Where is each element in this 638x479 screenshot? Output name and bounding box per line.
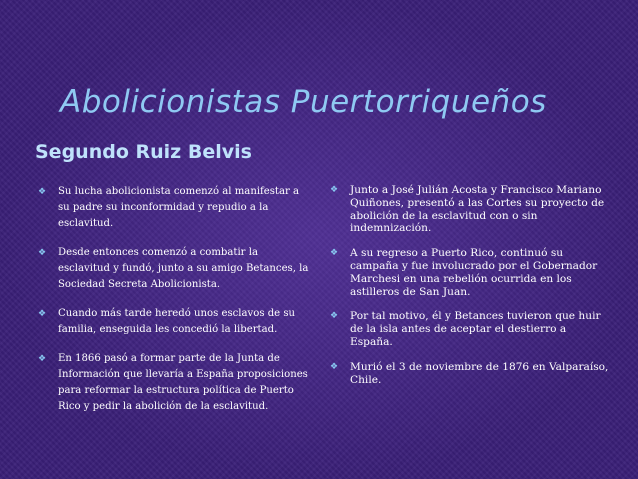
slide-subtitle: Segundo Ruiz Belvis xyxy=(35,141,252,163)
bullet-text: Murió el 3 de noviembre de 1876 en Valparaíso, Chile. xyxy=(350,360,609,386)
list-item xyxy=(328,247,610,298)
diamond-bullet-icon: ❖ xyxy=(330,185,339,195)
bullet-text: En 1866 pasó a formar parte de la Junta de Información que llevaría a España proposiciones para reformar la estructura política de Puerto Rico y pedir la abolición de la esclavitud. xyxy=(58,353,308,412)
right-column xyxy=(328,184,610,398)
diamond-bullet-icon: ❖ xyxy=(38,309,47,319)
bullet-text: Su lucha abolicionista comenzó al manifestar a su padre su inconformidad y repudio a la esclavitud. xyxy=(58,186,300,229)
diamond-bullet-icon: ❖ xyxy=(38,354,47,364)
bullet-text: Desde entonces comenzó a combatir la esclavitud y fundó, junto a su amigo Betances, la Sociedad Secreta Abolicionista. xyxy=(58,247,309,290)
diamond-bullet-icon: ❖ xyxy=(38,248,47,258)
bullet-text: Cuando más tarde heredó unos esclavos de su familia, enseguida les concedió la libertad. xyxy=(58,308,296,335)
list-item xyxy=(36,245,312,293)
list-item xyxy=(328,310,610,348)
list-item xyxy=(328,184,610,235)
bullet-text: Junto a José Julián Acosta y Francisco Mariano Quiñones, presentó a las Cortes su proyecto de abolición de la esclavitud con o sin indemnización. xyxy=(350,184,605,235)
diamond-bullet-icon: ❖ xyxy=(330,311,339,322)
diamond-bullet-icon: ❖ xyxy=(330,361,339,372)
list-item xyxy=(328,361,610,387)
diamond-bullet-icon: ❖ xyxy=(38,187,47,197)
bullet-text: A su regreso a Puerto Rico, continuó su campaña y fue involucrado por el Gobernador Marchesi en una rebelión ocurrida en los astilleros de San Juan. xyxy=(350,247,598,298)
list-item xyxy=(36,184,312,232)
list-item xyxy=(36,351,312,415)
diamond-bullet-icon: ❖ xyxy=(330,248,339,259)
bullet-text: Por tal motivo, él y Betances tuvieron que huir de la isla antes de aceptar el destierro a España. xyxy=(350,310,601,348)
list-item xyxy=(36,306,312,338)
slide-title: Abolicionistas Puertorriqueños xyxy=(60,84,547,120)
left-column xyxy=(36,184,312,428)
